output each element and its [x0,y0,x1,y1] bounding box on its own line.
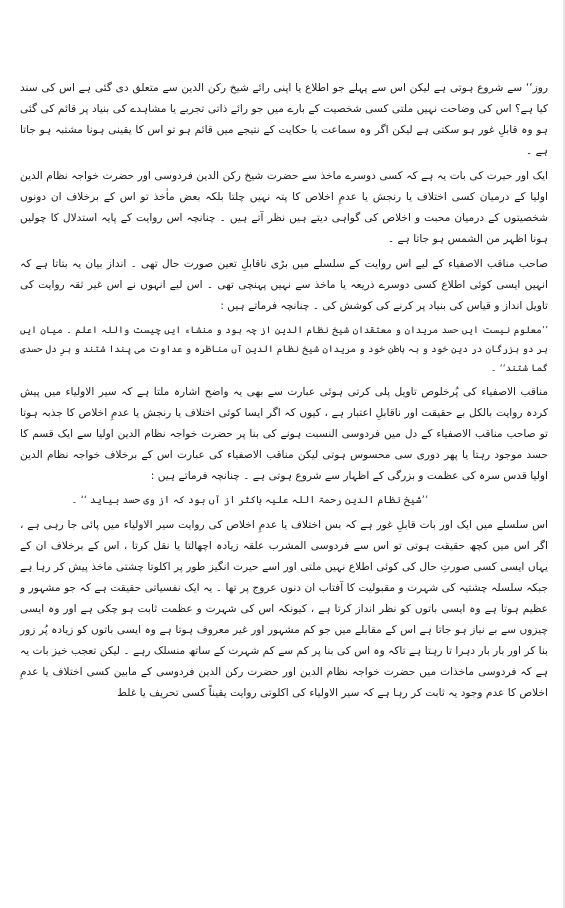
paragraph-4: مناقب الاصفیاء کی پُرخلوص تاویل پلی کرتی ہوئی عبارت سے بھی یہ واضح اشارہ ملتا ہے کہ سیر الاولیاء میں پیش کردہ روایت بالکل بے حقیقت اور ناقابلِ اعتبار ہے ، کیوں کہ اگر ایسا کوئی اختلاف یا رنجش یا عدمِ اخلاص کا جذبہ ہوتا تو صاحب مناقب الاصفیاء کے دل میں فردوسی النسبت ہونے کی بنا پر حضرت خواجہ نظام الدین اولیا سے ایک قسم کا حسد موجود رہتا یا پھر دوری سی محسوس ہوتی لیکن مناقب الاصفیاء کی عبارت اس کے برخلاف خواجہ نظام الدین اولیا قدس سرہ کی عظمت و بزرگی کے اظہار سے شروع ہوتی ہے ۔ چنانچہ فرماتے ہیں : [20,386,548,482]
persian-quote-2: ’’شیخ نظام الدین رحمۃ اللہ علیہ باکثر از آں بود کہ از وی حسد بیاید ‘‘ ۔ [71,495,428,506]
paragraph-3: صاحب مناقب الاصفیاء کے لیے اس روایت کے سلسلے میں بڑی ناقابلِ تعین صورت حال تھی ۔ انداز بیان یہ بتاتا ہے کہ انہیں ایسی کوئی اطلاع کسی دوسرے ذریعہ یا ماخذ سے نہیں پہنچی تھی ۔ اس لیے انہوں نے اس غیر ثقہ روایت کی تاویل انداز و قیاس کی بنیاد پر کرنے کی کوشش کی ۔ چنانچہ فرماتے ہیں : [20,258,548,312]
persian-quote-1: ’’معلوم نیست ایں حسد مریدان و معتقدان شیخ نظام الدین از چہ بود و منشاء ایں چیست واللہ اعلم ۔ میان ایں ہر دو بزرگان در دینِ خود و بہ باطن خود و مریدان شیخ نظام الدین آں مناظرہ و عداوت می پندا شتند و برِ دل حسدی گما شتند‘‘ ۔ [20,325,548,374]
paragraph-5: اس سلسلے میں ایک اور بات قابلِ غور ہے کہ بس اختلاف یا عدمِ اخلاص کی روایت سیر الاولیاء میں پائی جا رہی ہے ، اگر اس میں کچھ حقیقت ہوتی تو اس سے فردوسی المشرب علقہ زیادہ اچھالتا یا نقل کرتا ، اس کے برخلاف ان کے یہاں ایسی کسی صورتِ حال کی کوئی اطلاع نہیں ملتی اور اسے حیرت انگیز طور پر اکلوتا چشتی ماخذ پیش کر رہا ہے جبکہ سلسلہ چشتیہ کی شہرت و مقبولیت کا آفتاب ان دنوں عروج پر تھا ۔ یہ ایک نفسیاتی حقیقت ہے کہ جو مشہور و عظیم ہوتا ہے وہ ایسی باتوں کو نظر انداز کرتا ہے ، کیونکہ اس کی شہرت و عظمت ثابت ہو چکی ہے اور وہ ایسی چیزوں سے بے نیاز ہو جاتا ہے اس کے مقابلے میں جو کم مشہور اور غیر معروف ہوتا ہے وہ ایسی باتوں کو زیادہ پُر زور بنا کر اور بار بار دہرا تا رہتا ہے تاکہ وہ اس کی بنا پر کم سے کم شہرت کے ساتھ منسلک رہے ۔ لیکن تعجب خیز بات یہ ہے کہ فردوسی ماخذات میں حضرت خواجہ نظام الدین اور حضرت رکن الدین فردوسی کے مابین کسی اختلاف یا عدمِ اخلاص کا عدم وجود یہ ثابت کر رہا ہے کہ سیر الاولیاء کی اکلوتی روایت یقیناً کسی تحریف یا غلط [20,519,548,699]
urdu-text-block [20,78,548,708]
paragraph-2: ایک اور حیرت کی بات یہ ہے کہ کسی دوسرے ماخذ سے حضرت شیخ رکن الدین فردوسی اور حضرت خواجہ نظام الدین اولیا کے درمیان کسی اختلاف یا رنجش یا عدمِ اخلاص کا پتہ نہیں چلتا بلکہ بعض ماٰخذ تو اس کے برخلاف ان دونوں شخصیتوں کے درمیان محبت و اخلاص کی گواہی دیتے ہیں نظر آتے ہیں ۔ چنانچہ اس روایت کے پایہ استدلال کا چولیں ہونا اظہر من الشمس ہو جاتا ہے ۔ [20,170,548,245]
paragraph-1: روز‘‘ سے شروع ہوتی ہے لیکن اس سے پہلے جو اطلاع یا اپنی رائے شیخ رکن الدین سے متعلق دی گئی ہے اس کی سند کیا ہے؟ اس کی وضاحت نہیں ملتی کسی شخصیت کے بارے میں جو رائے ذاتی تجربے یا مشاہدے کی بنیاد پر قائم کی گئی ہو وہ قابلِ غور ہو سکتی ہے لیکن اگر وہ سماعت یا حکایت کے نتیجے میں قائم ہو تو اس کا یقینی ہونا مشتبہ ہو جاتا ہے ۔ [20,82,548,157]
